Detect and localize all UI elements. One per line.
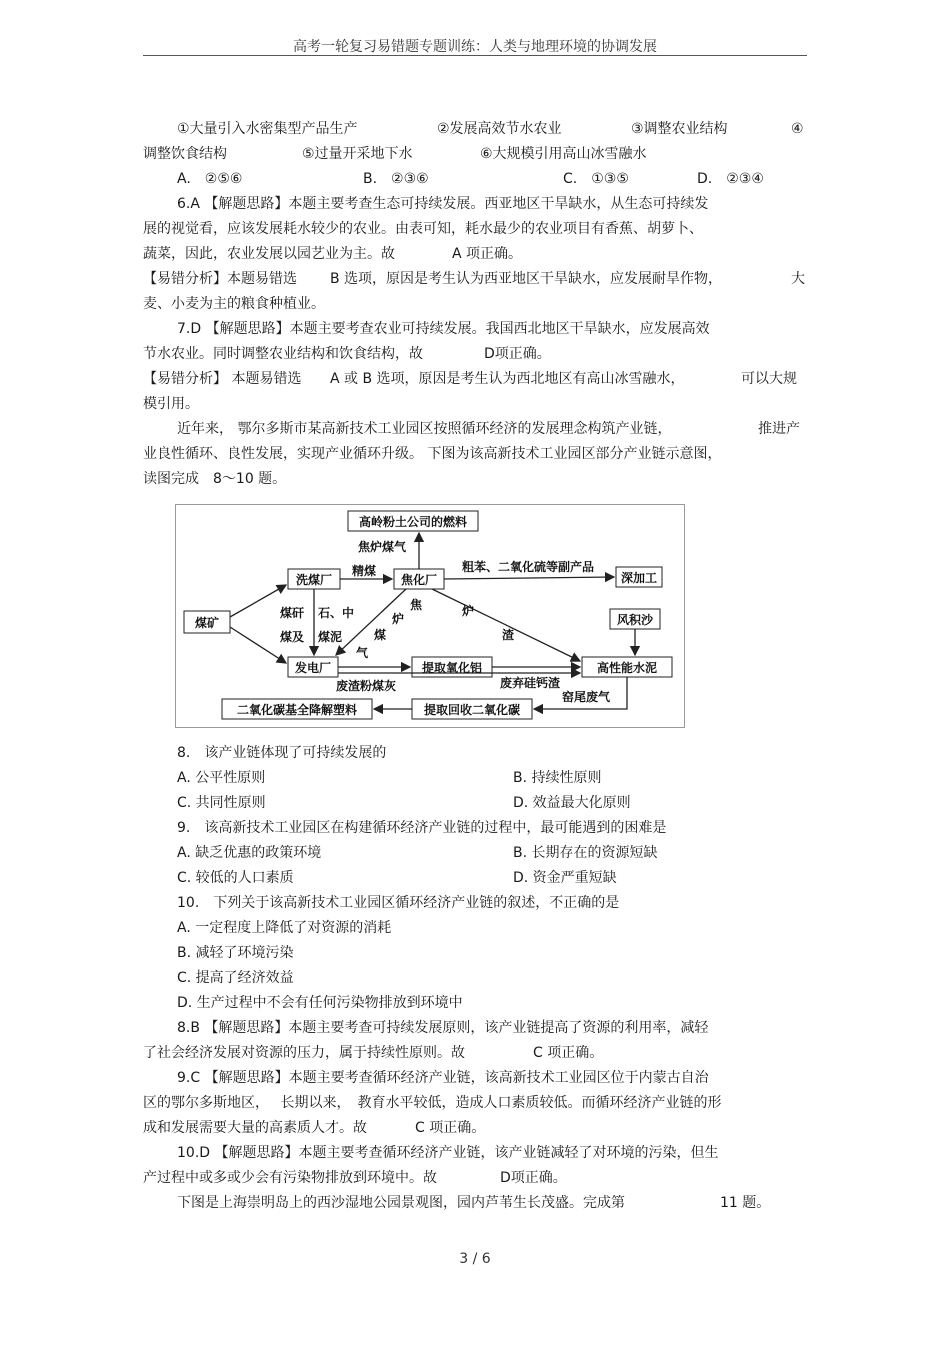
label-cement: 高性能水泥 [596,661,658,675]
question-10-option-c: C. 提高了经济效益 [177,970,294,986]
answer-6-line: 蔬菜，因此，农业发展以园艺业为主。故 [143,246,395,262]
label-ash: 废渣粉煤灰 [336,679,397,693]
answer-7-line: 节水农业。同时调整农业结构和饮食结构，故 [143,346,423,362]
label-zha: 渣 [502,628,515,642]
measure-2: ②发展高效节水农业 [437,121,562,137]
option-c: C. ①③⑤ [563,171,629,187]
measure-3: ③调整农业结构 [631,121,728,137]
label-alumina: 提取氧化铝 [421,661,483,675]
answer-8-line: 了社会经济发展对资源的压力，属于持续性原则。故 [143,1045,465,1061]
error-analysis-6: 大 [791,271,805,287]
answer-10-line: D项正确。 [500,1170,567,1186]
answer-10-line: 10.D 【解题思路】本题主要考查循环经济产业链，该产业链减轻了对环境的污染，但生 [177,1145,719,1161]
label-stone-1: 石、中 [318,606,355,620]
intro-line: 读图完成 8～10 题。 [143,471,287,487]
question-8-option-b: B. 持续性原则 [513,770,602,786]
page-header-title: 高考一轮复习易错题专题训练：人类与地理环境的协调发展 [293,39,657,55]
question-8-option-c: C. 共同性原则 [177,795,266,811]
answer-6-line: 6.A 【解题思路】本题主要考查生态可持续发展。西亚地区干旱缺水，从生态可持续发 [177,196,709,212]
question-10-option-b: B. 减轻了环境污染 [177,945,294,961]
next-question-intro: 下图是上海崇明岛上的西沙湿地公园景观图，园内芦苇生长茂盛。完成第 [177,1195,625,1211]
measure-1: ①大量引入水密集型产品生产 [177,121,358,137]
question-9-option-b: B. 长期存在的资源短缺 [513,845,658,861]
error-analysis-6: B 选项，原因是考生认为西亚地区干旱缺水，应发展耐旱作物， [330,271,723,287]
intro-line: 近年来， 鄂尔多斯市某高新技术工业园区按照循环经济的发展理念构筑产业链， [177,421,672,437]
answer-6-line: 展的视觉看，应该发展耗水较少的农业。由表可知，耗水最少的农业项目有香蕉、胡萝卜、 [143,221,703,237]
answer-9-line: 区的鄂尔多斯地区， 长期以来， 教育水平较低，造成人口素质较低。而循环经济产业链的形 [143,1095,722,1111]
question-9-stem: 9. 该高新技术工业园区在构建循环经济产业链的过程中，最可能遇到的困难是 [177,820,667,836]
answer-9-line: 成和发展需要大量的高素质人才。故 [143,1120,367,1136]
option-d: D. ②③④ [697,171,764,187]
error-analysis-7: 【易错分析】 本题易错选 [143,371,302,387]
label-byproducts: 粗苯、二氧化硫等副产品 [462,560,595,574]
label-gangue-2: 煤及 [280,630,305,644]
answer-7-line: D项正确。 [484,346,551,362]
label-stone-2: 煤泥 [318,630,343,644]
industry-chain-diagram [175,504,685,728]
label-lu-1: 炉 [392,612,405,626]
question-10-option-d: D. 生产过程中不会有任何污染物排放到环境中 [177,995,463,1011]
error-analysis-6: 麦、小麦为主的粮食种植业。 [143,296,325,312]
measure-6: ⑥大规模引用高山冰雪融水 [480,146,647,162]
label-jiao: 焦 [410,598,423,612]
option-a: A. ②⑤⑥ [177,171,243,187]
intro-line: 推进产 [758,421,800,437]
label-qi: 气 [356,646,369,660]
error-analysis-7: A 或 B 选项，原因是考生认为西北地区有高山冰雪融水， [330,371,685,387]
label-fuel: 高岭粉土公司的燃料 [358,515,468,529]
answer-6-line: A 项正确。 [452,246,523,262]
label-wash: 洗煤厂 [295,573,333,587]
label-gangue-1: 煤矸 [280,606,305,620]
label-slag: 废弃硅钙渣 [500,676,561,690]
label-co2-plastic: 二氧化碳基全降解塑料 [236,703,358,717]
label-mine: 煤矿 [194,616,220,630]
label-coke-gas: 焦炉煤气 [358,540,407,554]
measure-5: ⑤过量开采地下水 [302,146,413,162]
question-8-stem: 8. 该产业链体现了可持续发展的 [177,745,387,761]
question-9-option-d: D. 资金严重短缺 [513,870,617,886]
label-deep: 深加工 [620,571,658,585]
question-10-stem: 10. 下列关于该高新技术工业园区循环经济产业链的叙述，不正确的是 [177,895,620,911]
answer-8-line: 8.B 【解题思路】本题主要考查可持续发展原则，该产业链提高了资源的利用率，减轻 [177,1020,709,1036]
measure-4-marker: ④ [791,121,804,137]
error-analysis-7: 模引用。 [143,396,199,412]
answer-7-line: 7.D 【解题思路】本题主要考查农业可持续发展。我国西北地区干旱缺水，应发展高效 [177,321,710,337]
option-b: B. ②③⑥ [363,171,429,187]
page-number: 3 / 6 [459,1251,491,1267]
answer-9-line: 9.C 【解题思路】本题主要考查循环经济产业链，该高新技术工业园区位于内蒙古自治 [177,1070,709,1086]
answer-10-line: 产过程中或多或少会有污染物排放到环境中。故 [143,1170,437,1186]
error-analysis-6: 【易错分析】本题易错选 [143,271,297,287]
error-analysis-7: 可以大规 [741,371,797,387]
label-lu-2: 炉 [462,604,475,618]
question-8-option-d: D. 效益最大化原则 [513,795,631,811]
next-question-intro: 11 题。 [720,1195,771,1211]
label-wind-sand: 风积沙 [616,613,654,627]
question-9-option-c: C. 较低的人口素质 [177,870,294,886]
label-kiln-gas: 窑尾废气 [562,690,611,704]
label-mei: 煤 [374,628,387,642]
question-9-option-a: A. 缺乏优惠的政策环境 [177,845,322,861]
header-divider [143,55,807,56]
label-co2-extract: 提取回收二氧化碳 [423,703,521,717]
intro-line: 业良性循环、良性发展，实现产业循环升级。 下图为该高新技术工业园区部分产业链示意图， [143,446,722,462]
question-8-option-a: A. 公平性原则 [177,770,266,786]
question-10-option-a: A. 一定程度上降低了对资源的消耗 [177,920,392,936]
answer-8-line: C 项正确。 [533,1045,604,1061]
measure-4: 调整饮食结构 [143,146,227,162]
answer-9-line: C 项正确。 [415,1120,486,1136]
label-power: 发电厂 [294,661,332,675]
label-fine-coal: 精煤 [352,564,377,578]
label-coking: 焦化厂 [400,573,438,587]
